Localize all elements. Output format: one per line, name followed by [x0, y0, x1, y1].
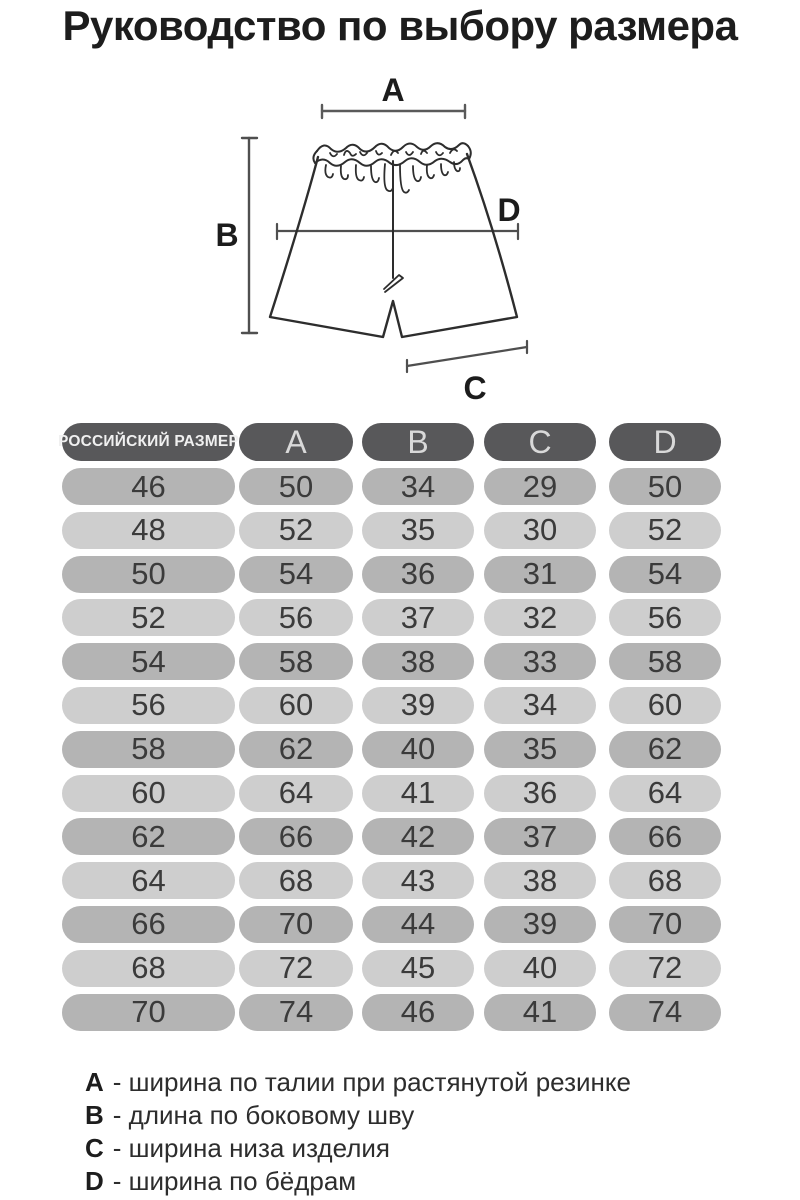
value-cell-a: 62	[239, 731, 353, 768]
shorts-measurement-diagram	[180, 62, 580, 412]
legend-text: - длина по боковому шву	[112, 1100, 415, 1130]
legend-item	[85, 1165, 631, 1198]
legend-item	[85, 1132, 631, 1165]
value-cell-c: 35	[484, 731, 596, 768]
diagram-label-d: D	[497, 192, 521, 228]
size-cell: 50	[62, 556, 235, 593]
diagram-label-b: B	[215, 217, 239, 253]
table-row	[62, 994, 722, 1031]
size-cell: 56	[62, 687, 235, 724]
size-cell: 58	[62, 731, 235, 768]
value-cell-a: 52	[239, 512, 353, 549]
value-cell-b: 36	[362, 556, 474, 593]
header-col-d: D	[609, 423, 721, 461]
value-cell-b: 34	[362, 468, 474, 505]
value-cell-d: 74	[609, 994, 721, 1031]
table-row	[62, 906, 722, 943]
value-cell-c: 31	[484, 556, 596, 593]
shorts-outline	[270, 143, 517, 337]
value-cell-d: 62	[609, 731, 721, 768]
table-row	[62, 950, 722, 987]
measure-line-d	[277, 224, 518, 239]
value-cell-a: 50	[239, 468, 353, 505]
value-cell-c: 36	[484, 775, 596, 812]
legend-item	[85, 1099, 631, 1132]
table-rows	[62, 468, 722, 1031]
size-cell: 68	[62, 950, 235, 987]
value-cell-a: 72	[239, 950, 353, 987]
value-cell-c: 30	[484, 512, 596, 549]
value-cell-a: 66	[239, 818, 353, 855]
value-cell-a: 56	[239, 599, 353, 636]
value-cell-c: 40	[484, 950, 596, 987]
value-cell-d: 68	[609, 862, 721, 899]
value-cell-d: 58	[609, 643, 721, 680]
value-cell-d: 50	[609, 468, 721, 505]
value-cell-d: 54	[609, 556, 721, 593]
table-row	[62, 862, 722, 899]
table-row	[62, 468, 722, 505]
value-cell-c: 34	[484, 687, 596, 724]
value-cell-b: 41	[362, 775, 474, 812]
size-cell: 62	[62, 818, 235, 855]
value-cell-c: 33	[484, 643, 596, 680]
legend-text: - ширина по бёдрам	[112, 1166, 357, 1196]
value-cell-a: 60	[239, 687, 353, 724]
value-cell-b: 35	[362, 512, 474, 549]
page-title: Руководство по выбору размера	[62, 2, 738, 49]
table-row	[62, 775, 722, 812]
size-table	[58, 423, 722, 1031]
value-cell-c: 41	[484, 994, 596, 1031]
table-row	[62, 731, 722, 768]
size-cell: 54	[62, 643, 235, 680]
measurement-legend	[85, 1066, 631, 1198]
table-row	[62, 643, 722, 680]
value-cell-d: 70	[609, 906, 721, 943]
diagram-label-a: A	[381, 72, 405, 108]
value-cell-d: 66	[609, 818, 721, 855]
value-cell-b: 40	[362, 731, 474, 768]
value-cell-c: 39	[484, 906, 596, 943]
size-cell: 66	[62, 906, 235, 943]
table-row	[62, 687, 722, 724]
legend-letter: A	[85, 1067, 104, 1097]
legend-letter: D	[85, 1166, 104, 1196]
value-cell-d: 64	[609, 775, 721, 812]
value-cell-b: 44	[362, 906, 474, 943]
legend-text: - ширина по талии при растянутой резинке	[112, 1067, 632, 1097]
value-cell-d: 60	[609, 687, 721, 724]
table-row	[62, 556, 722, 593]
value-cell-b: 46	[362, 994, 474, 1031]
table-row	[62, 599, 722, 636]
table-header-row	[58, 423, 722, 461]
value-cell-d: 56	[609, 599, 721, 636]
size-cell: 52	[62, 599, 235, 636]
measure-line-b	[242, 138, 257, 333]
measure-line-c	[407, 341, 527, 372]
size-cell: 48	[62, 512, 235, 549]
value-cell-b: 37	[362, 599, 474, 636]
size-cell: 70	[62, 994, 235, 1031]
legend-text: - ширина низа изделия	[112, 1133, 390, 1163]
value-cell-a: 70	[239, 906, 353, 943]
header-russian-size: РОССИЙСКИЙ РАЗМЕР	[62, 423, 235, 461]
value-cell-c: 29	[484, 468, 596, 505]
value-cell-b: 39	[362, 687, 474, 724]
size-cell: 64	[62, 862, 235, 899]
legend-letter: C	[85, 1133, 104, 1163]
diagram-label-c: C	[463, 370, 487, 406]
value-cell-a: 64	[239, 775, 353, 812]
value-cell-d: 52	[609, 512, 721, 549]
value-cell-c: 37	[484, 818, 596, 855]
header-col-b: B	[362, 423, 474, 461]
value-cell-c: 32	[484, 599, 596, 636]
value-cell-b: 42	[362, 818, 474, 855]
size-cell: 60	[62, 775, 235, 812]
table-row	[62, 818, 722, 855]
value-cell-a: 54	[239, 556, 353, 593]
table-row	[62, 512, 722, 549]
header-col-c: C	[484, 423, 596, 461]
value-cell-a: 68	[239, 862, 353, 899]
value-cell-d: 72	[609, 950, 721, 987]
size-cell: 46	[62, 468, 235, 505]
legend-letter: B	[85, 1100, 104, 1130]
legend-item	[85, 1066, 631, 1099]
value-cell-a: 74	[239, 994, 353, 1031]
value-cell-b: 43	[362, 862, 474, 899]
header-col-a: A	[239, 423, 353, 461]
value-cell-b: 38	[362, 643, 474, 680]
value-cell-b: 45	[362, 950, 474, 987]
value-cell-c: 38	[484, 862, 596, 899]
value-cell-a: 58	[239, 643, 353, 680]
